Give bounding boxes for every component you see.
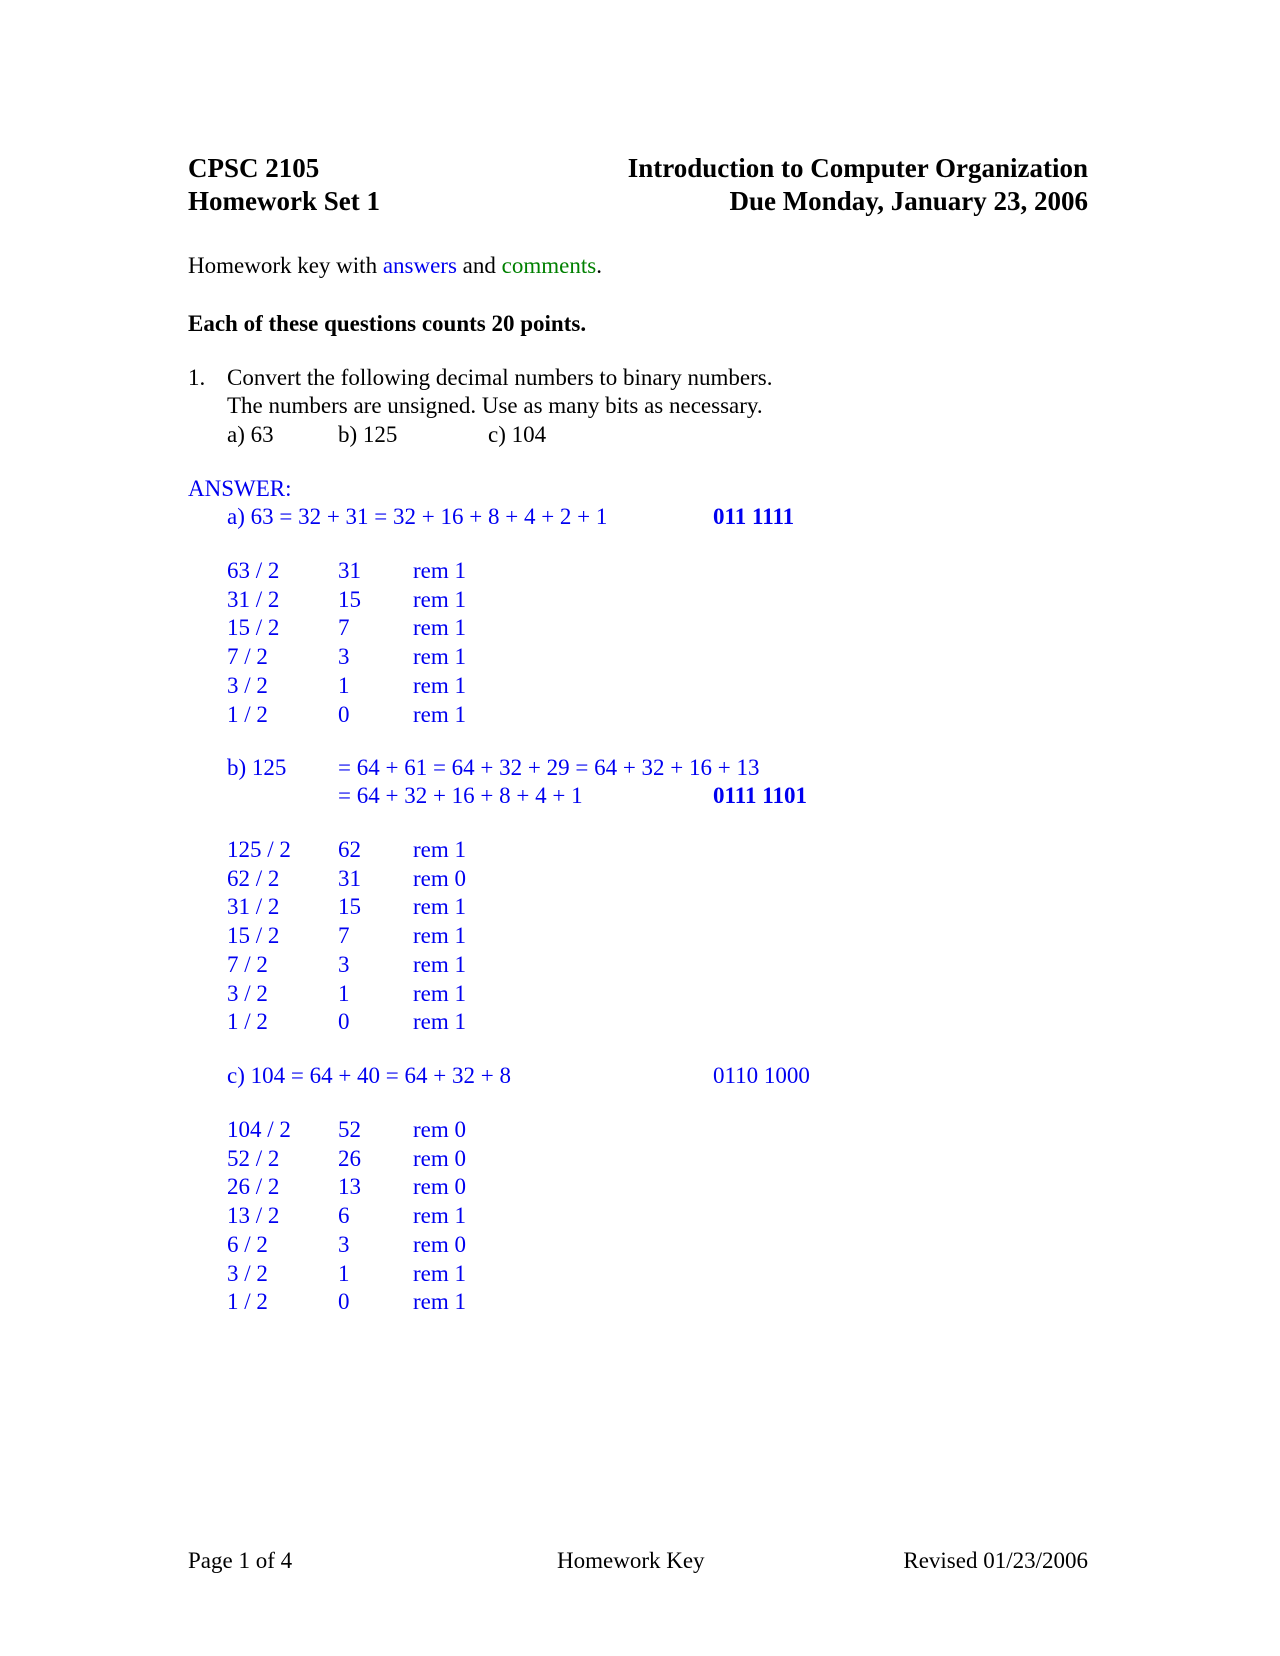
division-remainder: rem 1 (413, 980, 467, 1006)
answer-c-result: 0110 1000 (713, 1063, 810, 1088)
division-remainder: rem 1 (413, 1009, 467, 1035)
division-quotient: 7 (338, 923, 350, 949)
division-remainder: rem 1 (413, 923, 467, 949)
answer-b-equation-1: = 64 + 61 = 64 + 32 + 29 = 64 + 32 + 16 + 13 (338, 755, 760, 780)
division-quotient: 15 (338, 894, 361, 920)
due-date: Due Monday, January 23, 2006 (729, 186, 1088, 216)
division-quotient: 7 (338, 615, 350, 641)
division-remainder: rem 1 (413, 1260, 467, 1286)
footer-center-label: Homework Key (557, 1548, 705, 1573)
division-expression: 31 / 2 (227, 894, 280, 920)
division-remainder: rem 1 (413, 837, 467, 862)
division-expression: 104 / 2 (227, 1117, 291, 1142)
division-expression: 15 / 2 (227, 615, 280, 641)
intro-line (188, 254, 602, 277)
division-quotient: 1 (338, 672, 350, 698)
intro-answers-word: answers (382, 253, 457, 278)
division-quotient: 31 (338, 558, 361, 583)
division-remainder: rem 0 (413, 1231, 467, 1257)
division-remainder: rem 1 (413, 586, 467, 612)
division-expression: 1 / 2 (227, 701, 268, 727)
division-remainder: rem 0 (413, 1145, 467, 1171)
question-option-c: c) 104 (488, 422, 547, 447)
division-quotient: 0 (338, 1289, 350, 1315)
division-expression: 7 / 2 (227, 951, 268, 977)
division-expression: 15 / 2 (227, 923, 280, 949)
division-expression: 3 / 2 (227, 980, 268, 1006)
question-line-1: Convert the following decimal numbers to binary numbers. (227, 365, 773, 390)
division-expression: 1 / 2 (227, 1009, 268, 1035)
division-remainder: rem 1 (413, 672, 467, 698)
course-code: CPSC 2105 (188, 153, 320, 183)
division-expression: 13 / 2 (227, 1203, 280, 1229)
division-quotient: 6 (338, 1203, 350, 1229)
division-remainder: rem 1 (413, 644, 467, 670)
answer-a-equation: a) 63 = 32 + 31 = 32 + 16 + 8 + 4 + 2 + 1 (227, 504, 608, 529)
footer-page-number: Page 1 of 4 (188, 1548, 293, 1573)
question-number: 1. (188, 365, 206, 390)
division-expression: 62 / 2 (227, 865, 280, 891)
intro-comments-word: comments (501, 253, 597, 278)
division-quotient: 1 (338, 1260, 350, 1286)
division-expression: 125 / 2 (227, 837, 291, 862)
division-expression: 7 / 2 (227, 644, 268, 670)
division-expression: 26 / 2 (227, 1174, 280, 1200)
points-note: Each of these questions counts 20 points. (188, 311, 587, 336)
course-title: Introduction to Computer Organization (627, 153, 1088, 183)
intro-middle: and (456, 253, 502, 278)
division-remainder: rem 1 (413, 701, 467, 727)
division-expression: 63 / 2 (227, 558, 280, 583)
homework-set-title: Homework Set 1 (188, 186, 380, 216)
division-quotient: 3 (338, 644, 350, 670)
division-expression: 3 / 2 (227, 672, 268, 698)
division-quotient: 3 (338, 1231, 350, 1257)
division-quotient: 3 (338, 951, 350, 977)
division-remainder: rem 1 (413, 615, 467, 641)
division-remainder: rem 1 (413, 1289, 467, 1315)
division-expression: 31 / 2 (227, 586, 280, 612)
division-quotient: 0 (338, 1009, 350, 1035)
answer-b-label: b) 125 (227, 755, 287, 780)
division-expression: 52 / 2 (227, 1145, 280, 1171)
answer-c-equation: c) 104 = 64 + 40 = 64 + 32 + 8 (227, 1063, 511, 1088)
answer-b-equation-2: = 64 + 32 + 16 + 8 + 4 + 1 (338, 783, 583, 808)
division-quotient: 62 (338, 837, 361, 862)
division-remainder: rem 1 (413, 951, 467, 977)
division-quotient: 52 (338, 1117, 361, 1142)
answer-a-result: 011 1111 (713, 504, 795, 529)
division-expression: 3 / 2 (227, 1260, 268, 1286)
division-remainder: rem 0 (413, 1174, 467, 1200)
footer-revised-date: Revised 01/23/2006 (903, 1548, 1088, 1573)
intro-prefix: Homework key with (188, 253, 383, 278)
answer-label: ANSWER: (188, 476, 292, 501)
division-quotient: 13 (338, 1174, 361, 1200)
question-option-b: b) 125 (338, 422, 398, 447)
division-remainder: rem 1 (413, 1203, 467, 1229)
division-quotient: 15 (338, 586, 361, 612)
division-quotient: 1 (338, 980, 350, 1006)
intro-suffix: . (596, 253, 602, 278)
division-remainder: rem 0 (413, 1117, 467, 1142)
division-expression: 6 / 2 (227, 1231, 268, 1257)
question-option-a: a) 63 (227, 422, 274, 447)
division-remainder: rem 0 (413, 865, 467, 891)
question-line-2: The numbers are unsigned. Use as many bits as necessary. (227, 393, 763, 418)
division-quotient: 0 (338, 701, 350, 727)
division-quotient: 26 (338, 1145, 361, 1171)
division-quotient: 31 (338, 865, 361, 891)
division-expression: 1 / 2 (227, 1289, 268, 1315)
division-remainder: rem 1 (413, 558, 467, 583)
division-remainder: rem 1 (413, 894, 467, 920)
answer-b-result: 0111 1101 (713, 783, 807, 808)
